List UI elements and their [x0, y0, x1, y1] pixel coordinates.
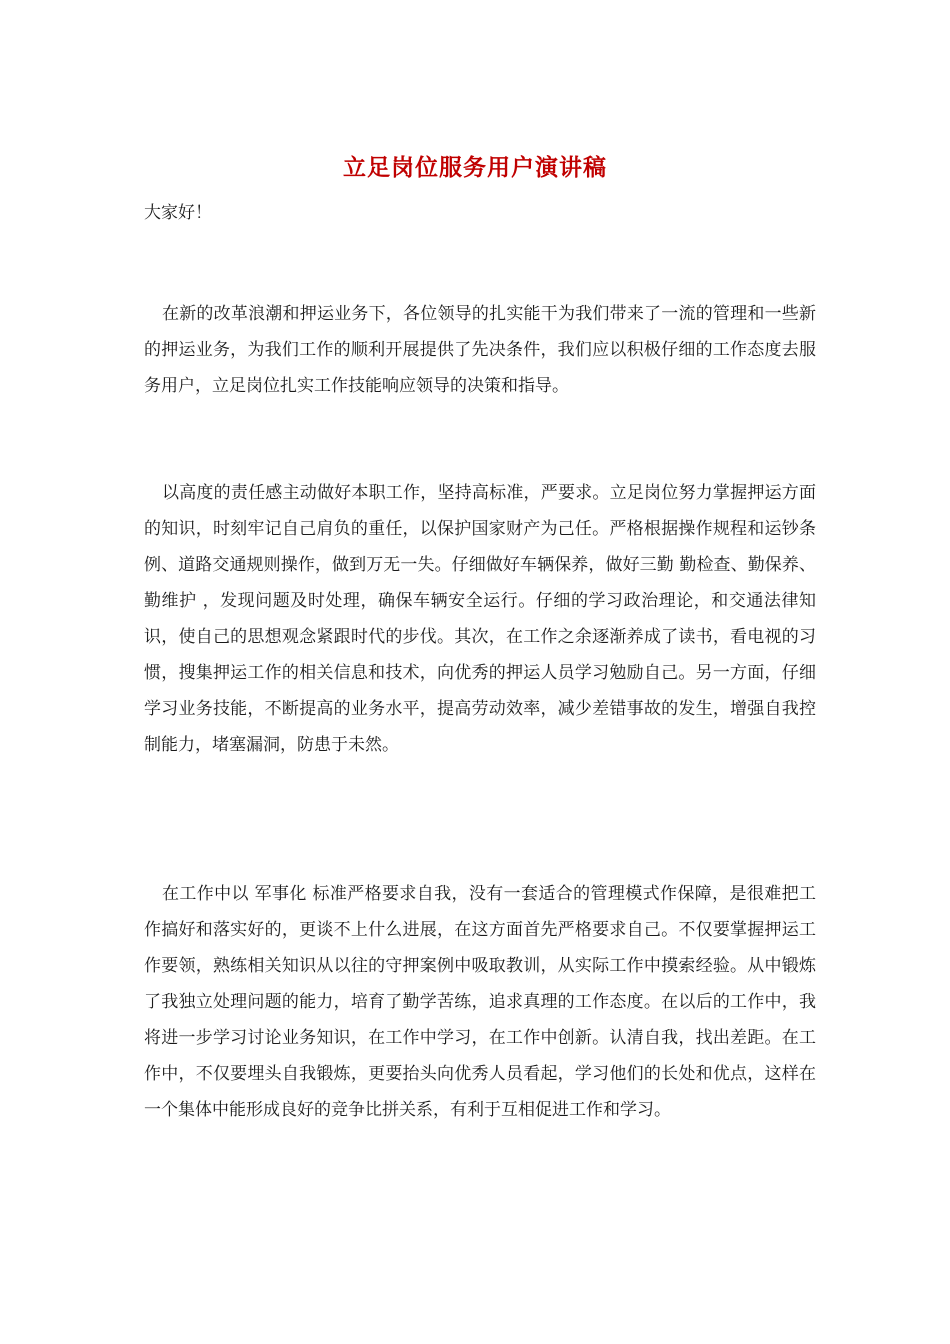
paragraph-2: 以高度的责任感主动做好本职工作，坚持高标准，严要求。立足岗位努力掌握押运方面的知识，时刻牢记自己肩负的重任，以保护国家财产为己任。严格根据操作规程和运钞条例、道路交通规则操作，做到万无一失。仔细做好车辆保养，做好三勤 勤检查、勤保养、勤维护 ，发现问题及时处理，确保车辆安全运行。仔细的学习政治理论，和交通法律知识，使自己的思想观念紧跟时代的步伐。其次，在工作之余逐渐养成了读书，看电视的习惯，搜集押运工作的相关信息和技术，向优秀的押运人员学习勉励自己。另一方面，仔细学习业务技能，不断提高的业务水平，提高劳动效率，减少差错事故的发生，增强自我控制能力，堵塞漏洞，防患于未然。 — [144, 483, 816, 755]
paragraph-1: 在新的改革浪潮和押运业务下，各位领导的扎实能干为我们带来了一流的管理和一些新的押运业务，为我们工作的顺利开展提供了先决条件，我们应以积极仔细的工作态度去服务用户，立足岗位扎实工作技能响应领导的决策和指导。 — [144, 304, 816, 396]
paragraph-3: 在工作中以 军事化 标准严格要求自我，没有一套适合的管理模式作保障，是很难把工作搞好和落实好的，更谈不上什么进展，在这方面首先严格要求自己。不仅要掌握押运工作要领，熟练相关知识从以往的守押案例中吸取教训，从实际工作中摸索经验。从中锻炼了我独立处理问题的能力，培育了勤学苦练，追求真理的工作态度。在以后的工作中，我将进一步学习讨论业务知识，在工作中学习，在工作中创新。认清自我，找出差距。在工作中，不仅要埋头自我锻炼，更要抬头向优秀人员看起，学习他们的长处和优点，这样在一个集体中能形成良好的竞争比拼关系，有利于互相促进工作和学习。 — [144, 884, 816, 1120]
greeting-text: 大家好！ — [144, 203, 212, 223]
document-title: 立足岗位服务用户演讲稿 — [343, 154, 607, 181]
